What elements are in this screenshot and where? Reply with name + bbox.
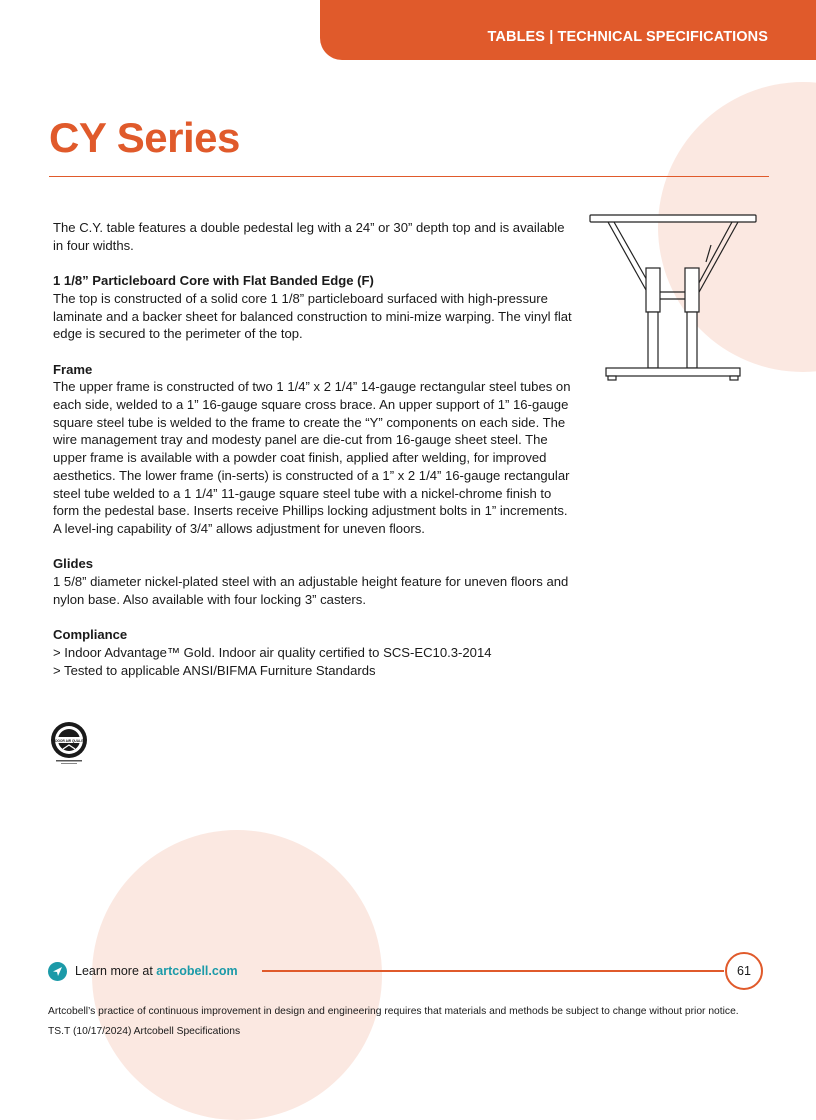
section-frame — [53, 361, 575, 538]
disclaimer-text: Artcobell’s practice of continuous improvement in design and engineering requires that materials and methods be subject to change without prior notice. — [48, 1006, 739, 1017]
section-heading: Frame — [53, 361, 93, 377]
indoor-advantage-gold-seal-icon — [50, 720, 90, 766]
learn-more-text: Learn more at — [75, 964, 157, 978]
section-glides — [53, 555, 575, 608]
title-divider — [49, 176, 769, 177]
intro-paragraph: The C.Y. table features a double pedestal leg with a 24” or 30” depth top and is available in four widths. — [53, 220, 565, 253]
document-reference: TS.T (10/17/2024) Artcobell Specifications — [48, 1026, 241, 1037]
page-number: 61 — [725, 952, 763, 990]
compliance-item: > Tested to applicable ANSI/BIFMA Furniture Standards — [53, 662, 376, 678]
section-body: The top is constructed of a solid core 1 1/8” particleboard surfaced with high-pressure laminate and a backer sheet for balanced construction to mini-mize warping. The vinyl flat edge is secured to the perimeter of the top. — [53, 290, 572, 342]
seal-lettering: INDOOR AIR QUALITY — [52, 738, 86, 743]
footer-learn-more — [75, 964, 238, 978]
section-compliance — [53, 626, 575, 679]
footer-divider — [262, 970, 724, 972]
page-title: CY Series — [49, 114, 240, 161]
section-top — [53, 272, 575, 343]
section-heading: Glides — [53, 556, 94, 572]
table-side-view-drawing — [588, 212, 758, 387]
arrow-icon — [48, 962, 67, 981]
spec-content — [53, 219, 575, 697]
website-link[interactable]: artcobell.com — [156, 964, 238, 978]
section-body: 1 5/8” diameter nickel-plated steel with an adjustable height feature for uneven floors and nylon base. Also available with four locking 3” casters. — [53, 574, 569, 607]
section-body: The upper frame is constructed of two 1 1/4” x 2 1/4” 14-gauge rectangular steel tubes on each side, welded to a 1” 16-gauge square cross brace. An upper support of 1” 16-gauge square steel tube is welded to the frame to create the “Y” components on each side. The wire management tray and modesty panel are die-cut from 16-gauge sheet steel. The upper frame is available with a powder coat finish, applied after welding, for improved aesthetics. The lower frame (in-serts) is constructed of a 1” x 2 1/4” 16-gauge rectangular steel tube welded to a 1 1/4” 11-gauge square steel tube with a nickel-chrome finish to form the pedestal base. Inserts receive Phillips locking adjustment bolts in 1” increments. A level-ing capability of 3/4” allows adjustment for uneven floors. — [53, 379, 571, 536]
section-heading: Compliance — [53, 627, 128, 643]
section-heading: 1 1/8” Particleboard Core with Flat Banded Edge (F) — [53, 273, 374, 289]
compliance-item: > Indoor Advantage™ Gold. Indoor air quality certified to SCS-EC10.3-2014 — [53, 644, 492, 660]
header-label: TABLES | TECHNICAL SPECIFICATIONS — [487, 29, 768, 45]
